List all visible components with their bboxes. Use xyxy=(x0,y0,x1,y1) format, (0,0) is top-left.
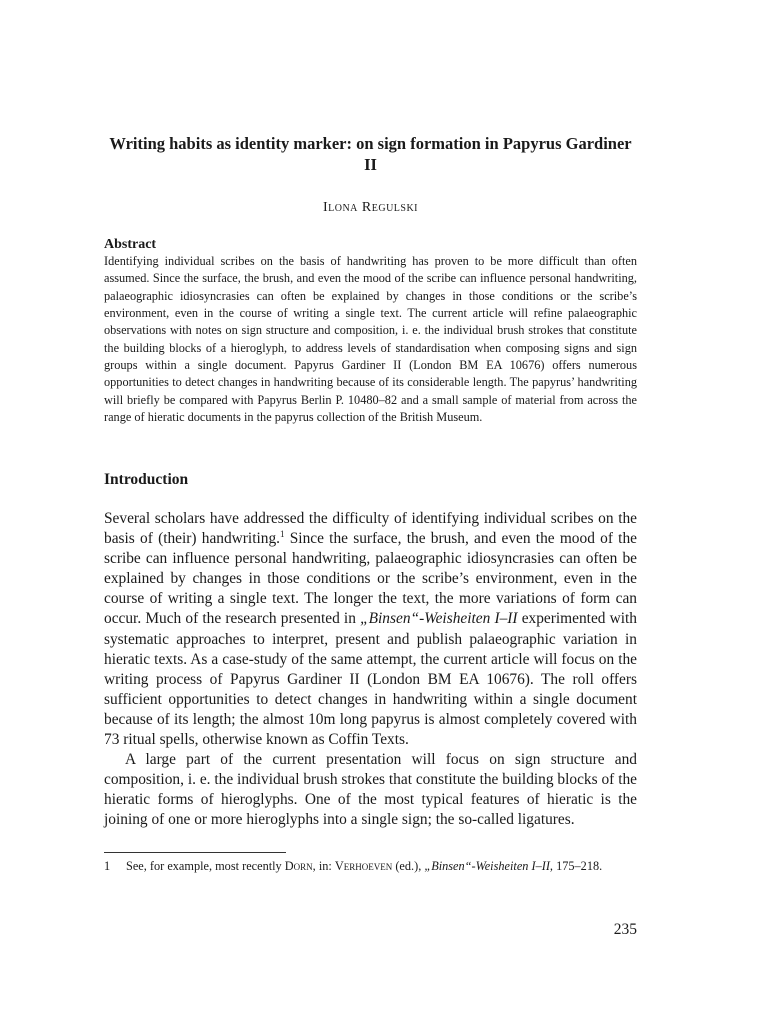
footnote-editor-name: Verhoeven xyxy=(334,859,393,873)
footnote xyxy=(104,858,637,876)
body-text xyxy=(104,509,637,831)
paragraph-1-text-b: Since the surface, the brush, and even the mood of the scribe can influence personal handwriting, palaeographic idiosyncrasies can often be explained by changes in those conditions or the scribe’s environment, even in the course of writing a single text. The longer the text, the more variations of form can occur. Much of the research presented in xyxy=(104,530,637,628)
footnote-italic-title: „Binsen“-Weisheiten I–II, xyxy=(424,859,554,873)
section-heading-introduction: Introduction xyxy=(104,471,189,488)
footnote-number: 1 xyxy=(104,859,111,873)
paragraph-1-text-c: experimented with systematic approaches to interpret, present and publish palaeographic variation in hieratic texts. As a case-study of the same attempt, the current article will focus on the writing process of Papyrus Gardiner II (London BM EA 10676). The roll offers sufficient opportunities to detect changes in handwriting within a single document because of its length; the almost 10m long papyrus is almost completely covered with 73 ritual spells, otherwise known as Coffin Texts. xyxy=(104,610,637,749)
page-number: 235 xyxy=(613,921,637,938)
footnote-text-a: See, for example, most recently xyxy=(126,859,285,873)
author-name: Ilona Regulski xyxy=(322,200,419,215)
abstract-heading: Abstract xyxy=(104,237,157,252)
paragraph-1 xyxy=(104,509,637,750)
paragraph-1-italic-title: „Binsen“-Weisheiten I–II xyxy=(360,610,518,628)
paragraph-2: A large part of the current presentation will focus on sign structure and composition, i. e. the individual brush strokes that constitute the building blocks of the hieratic forms of hieroglyphs. One of the most typical features of hieratic is the joining of one or more hieroglyphs into a single sign; the so-called ligatures. xyxy=(104,751,637,829)
footnote-text xyxy=(126,858,637,876)
footnote-divider xyxy=(104,852,286,853)
footnote-text-c: (ed.), xyxy=(392,859,425,873)
abstract-text: Identifying individual scribes on the basis of handwriting has proven to be more difficult than often assumed. Since the surface, the brush, and even the mood of the scribe can influence personal handwriting, palaeographic idiosyncrasies can often be explained by changes in those conditions or the scribe’s environment, even in the course of writing a single text. The current article will refine palaeographic observations with notes on sign structure and composition, i. e. the individual brush strokes that constitute the building blocks of a hieroglyph, to address levels of standardisation when composing signs and sign groups within a single document. Papyrus Gardiner II (London BM EA 10676) offers numerous opportunities to detect changes in handwriting because of its considerable length. The papyrus’ handwriting will briefly be compared with Papyrus Berlin P. 10480–82 and a small sample of material from across the range of hieratic documents in the papyrus collection of the British Museum. xyxy=(104,254,637,425)
footnote-author-name: Dorn xyxy=(284,859,313,873)
paper-title: Writing habits as identity marker: on sign formation in Papyrus Gardiner II xyxy=(109,134,632,174)
footnote-text-b: , in: xyxy=(312,859,335,873)
footnote-text-d: 175–218. xyxy=(553,859,603,873)
footnote-ref[interactable]: 1 xyxy=(280,528,285,539)
paragraph-1-text-a: Several scholars have addressed the difficulty of identifying individual scribes on the basis of (their) handwriting. xyxy=(104,510,637,548)
